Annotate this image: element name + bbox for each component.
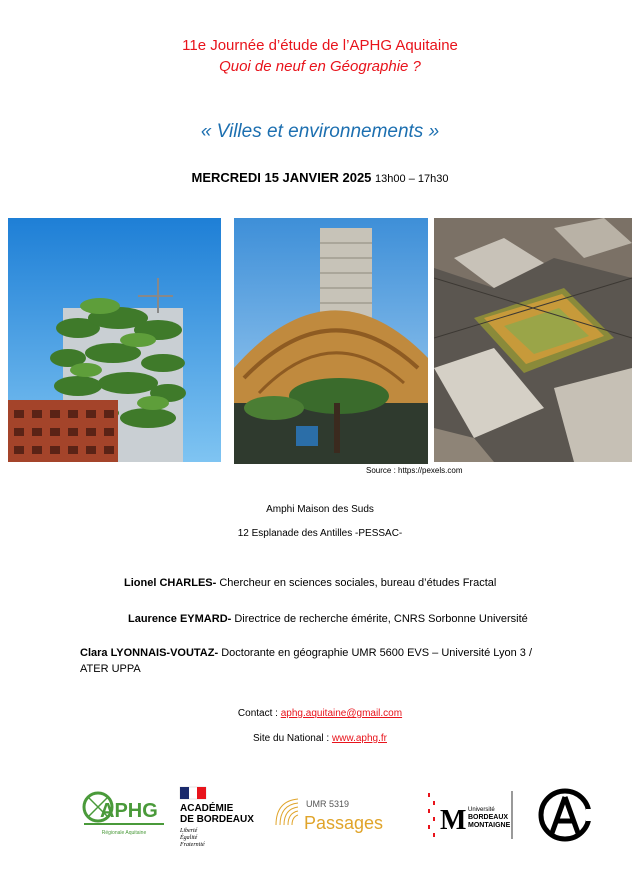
venue-name: Amphi Maison des Suds (266, 504, 374, 515)
contact-label: Contact : (237, 708, 281, 719)
contact-line (0, 708, 640, 719)
academie-line2: DE BORDEAUX (180, 814, 254, 825)
event-day: MERCREDI 15 JANVIER 2025 (191, 170, 372, 185)
event-date (0, 170, 640, 185)
speaker-role: Doctorante en géographie UMR 5600 EVS – Université Lyon 3 / ATER UPPA (80, 647, 533, 675)
ubm-logo (428, 791, 512, 839)
ubm-line2: BORDEAUX (468, 814, 509, 821)
partner-logos (0, 785, 640, 855)
academie-line1: ACADÉMIE (180, 803, 234, 814)
passages-name: Passages (304, 813, 384, 833)
photo-vertical-forest (8, 218, 221, 462)
photo-aerial-roof (434, 218, 632, 462)
academie-motto1: Liberté (180, 828, 198, 834)
speaker-name: Laurence EYMARD- (128, 613, 232, 625)
academie-motto2: Égalité (180, 835, 198, 841)
speaker-1 (124, 577, 496, 589)
speaker-role: Directrice de recherche émérite, CNRS Sorbonne Université (231, 613, 528, 625)
speaker-3 (80, 645, 560, 677)
aphg-logo (84, 793, 164, 836)
academie-motto3: Fraternité (180, 842, 205, 848)
aphg-logo-tag: Régionale Aquitaine (101, 830, 147, 836)
ubm-line1: Université (468, 807, 495, 813)
national-site-line (0, 733, 640, 744)
speaker-2 (128, 613, 528, 625)
speaker-name: Lionel CHARLES- (124, 577, 217, 589)
event-subtitle: Quoi de neuf en Géographie ? (219, 58, 421, 75)
national-label: Site du National : (253, 733, 332, 744)
passages-umr: UMR 5319 (306, 799, 350, 809)
speaker-name: Clara LYONNAIS-VOUTAZ- (80, 647, 219, 659)
venue-address: 12 Esplanade des Antilles -PESSAC- (237, 528, 403, 539)
event-title: 11e Journée d’étude de l’APHG Aquitaine (182, 37, 458, 54)
national-site-link[interactable]: www.aphg.fr (331, 733, 387, 744)
event-time: 13h00 – 17h30 (375, 173, 449, 185)
aphg-logo-text: APHG (100, 800, 158, 822)
event-theme: « Villes et environnements » (200, 121, 440, 142)
photo-tree-canopy (234, 218, 428, 464)
photo-source: Source : https://pexels.com (366, 466, 463, 475)
ubm-line3: MONTAIGNE (468, 822, 511, 829)
svg-text:M: M (440, 805, 467, 836)
contact-email-link[interactable]: aphg.aquitaine@gmail.com (280, 708, 403, 719)
passages-logo (276, 799, 383, 833)
ca-emblem-logo (541, 791, 596, 839)
speaker-role: Chercheur en sciences sociales, bureau d’études Fractal (216, 577, 497, 589)
academie-bordeaux-logo (179, 787, 254, 848)
